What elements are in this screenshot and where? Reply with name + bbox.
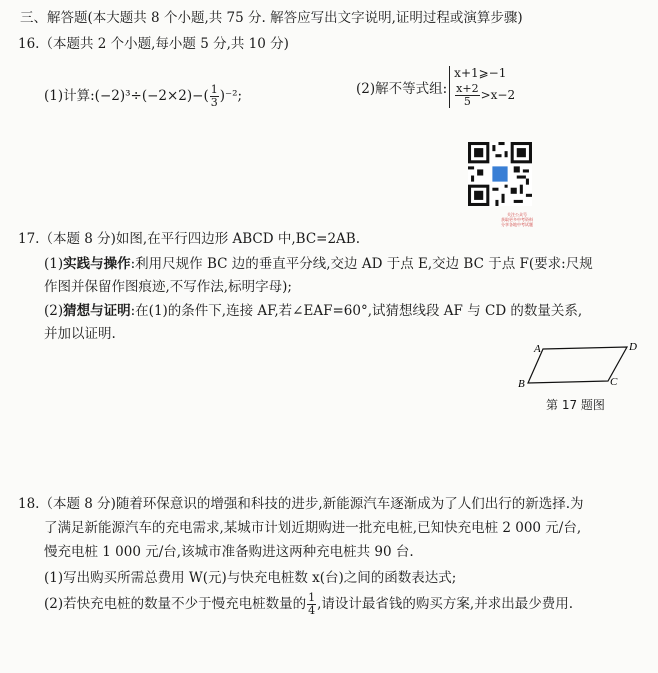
q16-title: 16.（本题共 2 个小题,每小题 5 分,共 10 分) bbox=[18, 36, 289, 52]
q16-part1 bbox=[44, 84, 242, 109]
ineq-1: x+1⩾−1 bbox=[454, 66, 507, 80]
q16-p2-prefix: (2)解不等式组: bbox=[356, 81, 448, 97]
label-d: D bbox=[629, 341, 637, 353]
q17-p2-label: 猜想与证明 bbox=[63, 303, 131, 319]
qr-caption-3: 分享各地中考试题 bbox=[501, 222, 533, 227]
qr-caption-1: 关注公众号 bbox=[507, 212, 527, 217]
ineq-2 bbox=[454, 83, 515, 108]
q18-line1: 18.（本题 8 分)随着环保意识的增强和科技的进步,新能源汽车逐渐成为了人们出行的新选择.为 bbox=[18, 496, 584, 512]
q17-p1-text: :利用尺规作 BC 边的垂直平分线,交边 AD 于点 E,交边 BC 于点 F(要求:尺规 bbox=[130, 256, 593, 272]
qr-caption-2: 获取更多中考资料 bbox=[501, 217, 533, 222]
label-a: A bbox=[534, 343, 541, 355]
q18-part2 bbox=[44, 592, 573, 617]
q17-p2-text: :在(1)的条件下,连接 AF,若∠EAF=60°,试猜想线段 AF 与 CD 的数量关系, bbox=[130, 303, 583, 319]
q16-p1-den: 3 bbox=[210, 96, 218, 109]
q16-part2 bbox=[356, 66, 515, 108]
section-header: 三、解答题(本大题共 8 个小题,共 75 分. 解答应写出文字说明,证明过程或演算步骤) bbox=[20, 10, 523, 26]
q18-line2: 了满足新能源汽车的充电需求,某城市计划近期购进一批充电桩,已知快充电桩 2 000 元/台, bbox=[44, 520, 582, 536]
q18-p2-den: 4 bbox=[308, 604, 316, 617]
label-b: B bbox=[518, 378, 525, 390]
q17-fig-caption: 第 17 题图 bbox=[546, 398, 605, 412]
qr-code-icon bbox=[468, 142, 532, 206]
q17-part1-cont: 作图并保留作图痕迹,不写作法,标明字母); bbox=[44, 279, 292, 295]
label-c: C bbox=[610, 376, 618, 388]
q17-part2: (2)猜想与证明:在(1)的条件下,连接 AF,若∠EAF=60°,试猜想线段 AF 与 CD 的数量关系, bbox=[44, 303, 583, 319]
q17-title: 17.（本题 8 分)如图,在平行四边形 ABCD 中,BC=2AB. bbox=[18, 231, 361, 247]
ineq-2-num: x+2 bbox=[456, 82, 479, 95]
q17-part2-cont: 并加以证明. bbox=[44, 326, 116, 342]
q18-part1: (1)写出购买所需总费用 W(元)与快充电桩数 x(台)之间的函数表达式; bbox=[44, 570, 457, 586]
q16-p1-suffix: )⁻²; bbox=[219, 88, 243, 104]
qr-caption bbox=[497, 212, 537, 227]
inequality-system bbox=[449, 66, 515, 108]
ineq-2-rest: >x−2 bbox=[480, 88, 516, 102]
q17-part1: (1)实践与操作:利用尺规作 BC 边的垂直平分线,交边 AD 于点 E,交边 BC 于点 F(要求:尺规 bbox=[44, 256, 593, 272]
q16-p1-prefix: (1)计算:(−2)³÷(−2×2)−( bbox=[44, 88, 209, 104]
q16-p1-frac bbox=[210, 84, 219, 109]
q18-p2-num: 1 bbox=[308, 591, 316, 604]
q16-p1-num: 1 bbox=[210, 83, 218, 96]
ineq-2-den: 5 bbox=[463, 95, 471, 108]
q18-p2-prefix: (2)若快充电桩的数量不少于慢充电桩数量的 bbox=[44, 596, 307, 612]
q18-p2-suffix: ,请设计最省钱的购买方案,并求出最少费用. bbox=[317, 596, 573, 612]
q17-p1-label: 实践与操作 bbox=[63, 256, 131, 272]
q18-line3: 慢充电桩 1 000 元/台,该城市准备购进这两种充电桩共 90 台. bbox=[44, 544, 414, 560]
